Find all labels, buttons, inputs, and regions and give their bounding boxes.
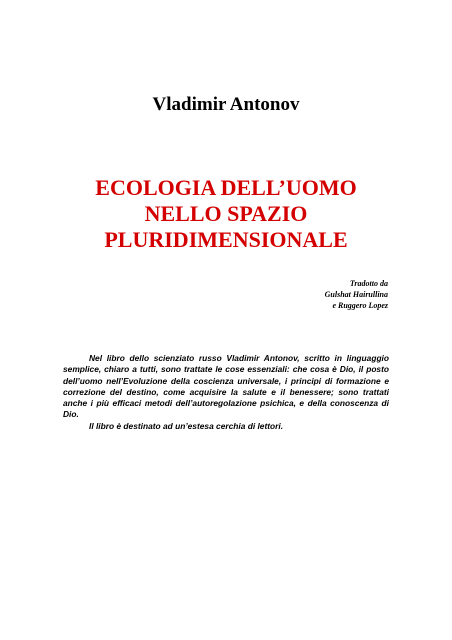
abstract-paragraph-1: Nel libro dello scienziato russo Vladimir Antonov, scritto in linguaggio semplice, chiaro a tutti, sono trattate le cose essenziali: che cosa è Dio, il posto dell’uomo nell’Evoluzione della coscienza universale, i principi di formazione e correzione del destino, come acquisire la salute e il benessere; sono trattati anche i più efficaci metodi dell’autoregolazione psichica, e della conoscenza di Dio. bbox=[63, 353, 389, 420]
book-abstract bbox=[63, 353, 389, 432]
abstract-paragraph-2: Il libro è destinato ad un’estesa cerchia di lettori. bbox=[89, 420, 284, 431]
title-line-1: ECOLOGIA DELL’UOMO bbox=[95, 175, 357, 200]
author-name: Vladimir Antonov bbox=[152, 94, 300, 115]
translator-credits bbox=[325, 278, 388, 311]
book-title bbox=[0, 175, 452, 253]
title-line-3: PLURIDIMENSIONALE bbox=[104, 227, 348, 252]
credits-line-1: Tradotto da bbox=[349, 279, 388, 288]
title-line-2: NELLO SPAZIO bbox=[144, 201, 308, 226]
credits-line-3: e Ruggero Lopez bbox=[332, 301, 388, 310]
credits-line-2: Gulshat Hairullina bbox=[324, 290, 388, 299]
